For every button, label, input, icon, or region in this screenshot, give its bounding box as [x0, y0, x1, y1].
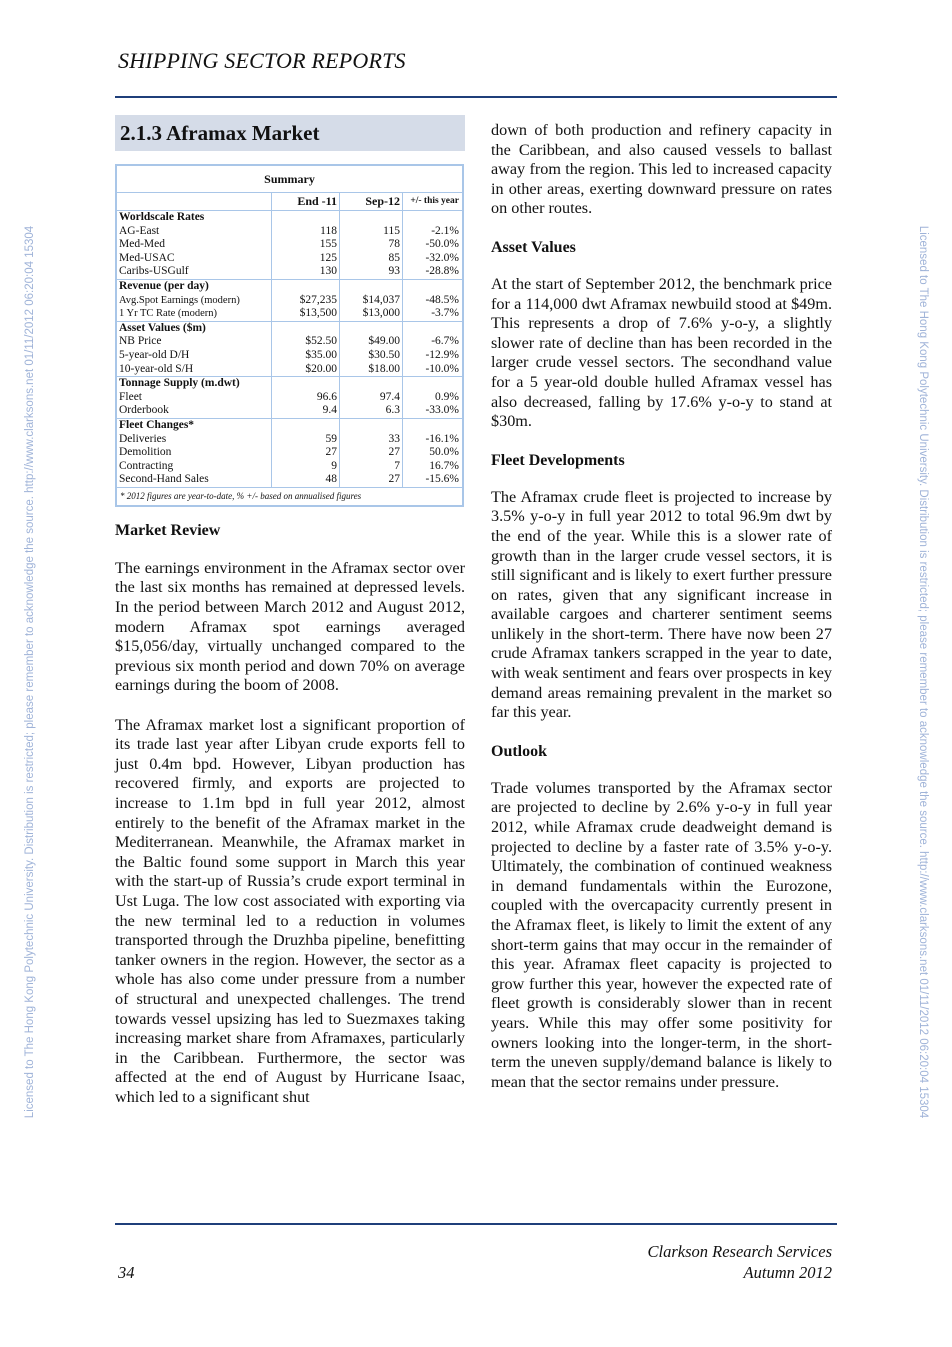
summary-row-label: Avg.Spot Earnings (modern): [119, 294, 240, 306]
summary-group-spacer: [272, 279, 340, 293]
page-number: 34: [118, 1263, 135, 1282]
summary-group-title: Tonnage Supply (m.dwt): [117, 377, 272, 391]
footer-organization: Clarkson Research Services: [647, 1242, 832, 1261]
summary-row-label: AG-East: [119, 224, 160, 237]
summary-group-title: Fleet Changes*: [117, 418, 272, 432]
column-header-sep12: Sep-12: [340, 193, 403, 211]
running-header: SHIPPING SECTOR REPORTS: [118, 48, 406, 73]
summary-row-end11: $13,500: [272, 307, 340, 321]
market-review-paragraph-1: The earnings environment in the Aframax sector over the last six months has remained at depressed levels. In the period between March 2012 and August 2012, modern Aframax spot earnings averaged $15,056/day, virtually unchanged compared to the previous six month period and down 70% on average earnings during the boom of 2008.: [115, 558, 465, 695]
summary-row-end11: 125: [272, 252, 340, 266]
summary-row-change: -16.1%: [403, 433, 463, 447]
header-rule: [115, 96, 837, 98]
summary-row: [117, 446, 462, 460]
outlook-heading: Outlook: [491, 742, 548, 760]
summary-row-label: Contracting: [119, 459, 174, 472]
summary-group-spacer: [272, 418, 340, 432]
summary-row-label: Caribs-USGulf: [119, 265, 189, 278]
asset-values-heading: Asset Values: [491, 238, 576, 256]
summary-row-end11: 9.4: [272, 404, 340, 418]
license-watermark-left: Licensed to The Hong Kong Polytechnic University. Distribution is restricted; please remember to acknowledge the source. http://www.clarksons.net 01/11/2012 06:20:04 15304: [24, 225, 36, 1119]
summary-row-sep12: $14,037: [340, 294, 403, 308]
summary-row-label: Deliveries: [119, 432, 167, 445]
summary-group-spacer: [403, 279, 463, 293]
market-review-heading: Market Review: [115, 521, 221, 539]
summary-row: [117, 473, 462, 487]
column-header-end11: End -11: [272, 193, 340, 211]
section-heading: 2.1.3 Aframax Market: [115, 115, 465, 151]
summary-row-change: -10.0%: [403, 363, 463, 377]
summary-group-spacer: [340, 321, 403, 335]
summary-row-label: Fleet: [119, 390, 142, 403]
summary-row-change: -28.8%: [403, 265, 463, 279]
summary-row-end11: $20.00: [272, 363, 340, 377]
summary-group-title: Asset Values ($m): [117, 321, 272, 335]
summary-row-sep12: 27: [340, 446, 403, 460]
summary-group-spacer: [403, 321, 463, 335]
summary-group-spacer: [272, 377, 340, 391]
summary-row-label: Med-USAC: [119, 251, 175, 264]
summary-row-sep12: $30.50: [340, 349, 403, 363]
summary-row-change: -2.1%: [403, 225, 463, 239]
summary-row-sep12: 93: [340, 265, 403, 279]
summary-row-sep12: 27: [340, 473, 403, 487]
summary-row-change: -6.7%: [403, 335, 463, 349]
fleet-developments-paragraph: The Aframax crude fleet is projected to increase by 3.5% y-o-y in full year 2012 to total 96.9m dwt by the end of the year. While this is a slower rate of growth than in the larger crude vessel sectors, it is still significant and is likely to exert further pressure on rates, given that any significant increase in available cargoes and charterer sentiment seems unlikely in the short-term. There have now been 27 crude Aframax tankers scrapped in the year to date, with weak sentiment and fears over prospects in key demand areas remaining prevalent in the market so far this year.: [491, 487, 832, 722]
summary-row-sep12: 97.4: [340, 391, 403, 405]
summary-row-end11: $35.00: [272, 349, 340, 363]
summary-row-end11: 118: [272, 225, 340, 239]
summary-footnote: * 2012 figures are year-to-date, % +/- based on annualised figures: [117, 487, 462, 505]
summary-row-change: -32.0%: [403, 252, 463, 266]
summary-row-change: -33.0%: [403, 404, 463, 418]
summary-row-end11: 130: [272, 265, 340, 279]
market-review-paragraph-2: The Aframax market lost a significant proportion of its trade last year after Libyan crude exports fell to just 0.4m bpd. However, Libyan production has recovered firmly, and exports are projected to increase to 1.1m bpd in full year 2012, almost entirely to the benefit of the Aframax market in the Mediterranean. Meanwhile, the Aframax market in the Baltic found some support in March this year with the start-up of Russia’s crude export terminal in Ust Luga. The low cost associated with exporting via the new terminal led to a reduction in volumes transported through the Druzhba pipeline, benefitting tanker owners in the region. However, the sector as a whole has also come under pressure from a number of structural and unexpected challenges. The trend towards vessel upsizing has led to Suezmaxes taking increasing market share from Aframaxes, particularly in the Caribbean. Furthermore, the sector was affected at the end of August by Hurricane Isaac, which led to a significant shut: [115, 715, 465, 1106]
summary-row-sep12: 6.3: [340, 404, 403, 418]
summary-row-end11: 96.6: [272, 391, 340, 405]
column-header-label: [117, 193, 272, 211]
summary-table: [115, 164, 464, 507]
summary-row: [117, 335, 462, 349]
summary-row: [117, 391, 462, 405]
summary-row-sep12: 115: [340, 225, 403, 239]
asset-values-paragraph: At the start of September 2012, the benchmark price for a 114,000 dwt Aframax newbuild stood at $49m. This represents a drop of 7.6% y-o-y, a slightly slower rate of decline than has been recorded in the larger crude vessel sectors. The secondhand value for a 5 year-old double hulled Aframax vessel has also decreased, falling by 17.6% y-o-y to stand at $30m.: [491, 274, 832, 431]
summary-row-change: -50.0%: [403, 238, 463, 252]
outlook-paragraph: Trade volumes transported by the Aframax sector are projected to decline by 2.6% y-o-y in full year 2012, while Aframax crude deadweight demand is projected to decline by a faster rate of 3.5% y-o-y. Ultimately, the combination of continued weakness in demand fundamentals within the Eurozone, coupled with the overcapacity currently present in the Aframax fleet, is likely to limit the extent of any short-term gains that may occur in the remainder of this year. Aframax fleet capacity is projected to grow further this year, however the expected rate of fleet growth is considerably slower than in recent years. While this may offer some positivity for owners looking into the longer-term, in the short-term the uneven supply/demand balance is likely to mean that the sector remains under pressure.: [491, 778, 832, 1091]
summary-group-spacer: [272, 321, 340, 335]
summary-row: [117, 433, 462, 447]
summary-row-end11: 155: [272, 238, 340, 252]
summary-row-end11: $27,235: [272, 294, 340, 308]
summary-row: [117, 265, 462, 279]
summary-row-change: -3.7%: [403, 307, 463, 321]
summary-caption: Summary: [264, 172, 315, 186]
summary-row-label: NB Price: [119, 335, 162, 348]
summary-group-spacer: [403, 211, 463, 225]
summary-group-spacer: [272, 211, 340, 225]
summary-group-title: Revenue (per day): [117, 279, 272, 293]
footer-season: Autumn 2012: [743, 1263, 832, 1282]
summary-row-end11: $52.50: [272, 335, 340, 349]
summary-row-label: Med-Med: [119, 238, 165, 251]
summary-row: [117, 294, 462, 308]
summary-row-sep12: 78: [340, 238, 403, 252]
summary-row-label: Second-Hand Sales: [119, 473, 209, 486]
summary-row-end11: 9: [272, 460, 340, 474]
summary-row-change: -12.9%: [403, 349, 463, 363]
summary-row-change: 50.0%: [403, 446, 463, 460]
summary-row: [117, 349, 462, 363]
summary-row: [117, 460, 462, 474]
summary-row-end11: 27: [272, 446, 340, 460]
summary-row-sep12: 7: [340, 460, 403, 474]
summary-row-label: Orderbook: [119, 404, 169, 417]
summary-row-sep12: $18.00: [340, 363, 403, 377]
summary-group-spacer: [340, 279, 403, 293]
summary-row-change: -15.6%: [403, 473, 463, 487]
summary-group-spacer: [403, 418, 463, 432]
summary-group-spacer: [340, 418, 403, 432]
summary-row-change: -48.5%: [403, 294, 463, 308]
summary-row-end11: 59: [272, 433, 340, 447]
summary-row: [117, 307, 462, 321]
footer-rule: [115, 1223, 837, 1225]
summary-row-label: Demolition: [119, 446, 172, 459]
fleet-developments-heading: Fleet Developments: [491, 451, 625, 469]
summary-row-end11: 48: [272, 473, 340, 487]
summary-row-change: 16.7%: [403, 460, 463, 474]
summary-row: [117, 404, 462, 418]
summary-row: [117, 363, 462, 377]
column-header-change: +/- this year: [403, 193, 463, 211]
summary-group-spacer: [340, 377, 403, 391]
summary-row-label: 1 Yr TC Rate (modern): [119, 308, 217, 320]
summary-row-label: 5-year-old D/H: [119, 348, 190, 361]
left-column: [115, 115, 465, 1108]
summary-row-sep12: $13,000: [340, 307, 403, 321]
summary-row: [117, 252, 462, 266]
summary-row: [117, 238, 462, 252]
summary-row-sep12: 85: [340, 252, 403, 266]
summary-group-title: Worldscale Rates: [117, 211, 272, 225]
summary-group-spacer: [340, 211, 403, 225]
summary-row-sep12: $49.00: [340, 335, 403, 349]
summary-row-sep12: 33: [340, 433, 403, 447]
summary-row-change: 0.9%: [403, 391, 463, 405]
right-column: [491, 121, 832, 1092]
summary-row: [117, 225, 462, 239]
license-watermark-right: Licensed to The Hong Kong Polytechnic University. Distribution is restricted; please remember to acknowledge the source. http://www.clarksons.net 01/11/2012 06:20:04 15304: [917, 225, 929, 1119]
summary-row-label: 10-year-old S/H: [119, 362, 194, 375]
summary-group-spacer: [403, 377, 463, 391]
market-review-continuation: down of both production and refinery capacity in the Caribbean, and also caused vessels to ballast away from the region. This led to increased capacity in other areas, exerting downward pressure on rates on other routes.: [491, 121, 832, 218]
